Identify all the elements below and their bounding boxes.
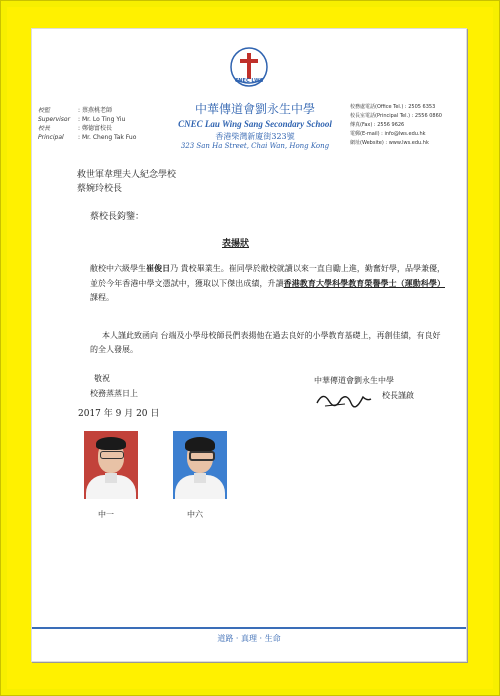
principal-tel: 校長室電話(Principal Tel.) : 2556 0860 bbox=[350, 113, 442, 119]
principal-zh: 校長 : 鄭德富校長 bbox=[38, 125, 112, 132]
email: 電郵(E-mail) : info@lws.edu.hk bbox=[350, 131, 426, 137]
photo-caption-form6: 中六 bbox=[187, 510, 203, 519]
closing-wish: 校務蒸蒸日上 bbox=[90, 389, 138, 398]
fax: 傳真(Fax) : 2556 9626 bbox=[350, 122, 405, 128]
body1-mid: 乃 貴校畢業生。崔同學於敝校就讀以來一直自勵上進，勤奮好學，品學兼優，並於今年香港中學文憑試中，獲取以下傑出成績，升讀 bbox=[90, 264, 445, 288]
recipient-school: 救世軍韋理夫人紀念學校 bbox=[77, 170, 177, 180]
school-logo bbox=[229, 47, 269, 93]
body1-end: 課程。 bbox=[90, 293, 114, 302]
school-name-zh: 中華傳道會劉永生中學 bbox=[194, 102, 315, 116]
handwritten-signature bbox=[315, 389, 373, 409]
closing-greeting: 敬祝 bbox=[94, 374, 110, 383]
footer-motto: 道路 · 真理 · 生命 bbox=[217, 634, 281, 643]
header-right-block bbox=[350, 103, 462, 148]
body-paragraph-1 bbox=[90, 261, 445, 305]
letter-date: 2017 年 9 月 20 日 bbox=[78, 409, 160, 419]
address-zh: 香港柴灣新廈街323號 bbox=[215, 132, 295, 141]
program-name: 香港教育大學科學教育榮譽學士（運動科學） bbox=[283, 278, 445, 288]
photo-form1 bbox=[84, 431, 138, 499]
school-name-en: CNEC Lau Wing Sang Secondary School bbox=[178, 119, 332, 129]
signature-school: 中華傳道會劉永生中學 bbox=[314, 376, 394, 385]
header-left-block bbox=[38, 106, 158, 142]
student-name: 崔俊日 bbox=[146, 263, 171, 273]
supervisor-zh: 校監 : 蔡燕桃老師 bbox=[38, 107, 112, 114]
footer-divider bbox=[32, 627, 466, 629]
address-en: 323 San Ha Street, Chai Wan, Hong Kong bbox=[180, 142, 330, 150]
body1-pre: 敝校中六級學生 bbox=[90, 264, 147, 273]
principal-en: Principal : Mr. Cheng Tak Fuo bbox=[38, 134, 137, 141]
school-logo-icon bbox=[229, 47, 269, 93]
photo-caption-form1: 中一 bbox=[98, 510, 114, 519]
office-tel: 校務處電話(Office Tel.) : 2505 6353 bbox=[350, 104, 436, 110]
website: 網址(Website) : www.lws.edu.hk bbox=[350, 140, 429, 146]
letter-title: 表揚狀 bbox=[222, 239, 250, 249]
supervisor-en: Supervisor : Mr. Lo Ting Yiu bbox=[38, 116, 126, 123]
letter-paper bbox=[31, 28, 467, 662]
body-paragraph-2: 本人謹此致函向 台端及小學母校師長們表揚他在過去良好的小學教育基礎上，再創佳績，有良好的全人發展。 bbox=[90, 331, 441, 354]
signature-scribble-icon bbox=[315, 389, 373, 409]
signature-title: 校長謹啟 bbox=[382, 391, 414, 400]
recipient-principal: 蔡婉玲校長 bbox=[77, 184, 123, 194]
photo-form6 bbox=[173, 431, 227, 499]
logo-text: CNEC LWS bbox=[234, 78, 264, 84]
salutation: 蔡校長鈞鑒： bbox=[90, 212, 145, 222]
